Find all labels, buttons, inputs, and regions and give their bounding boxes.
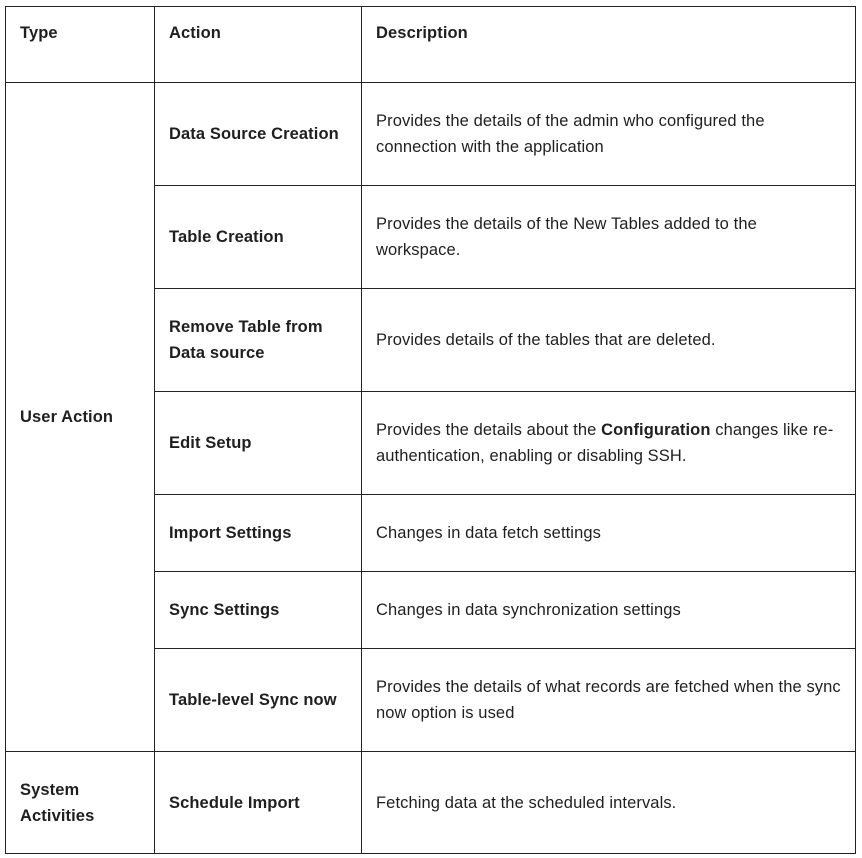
description-cell: Provides the details of the New Tables added to the workspace. bbox=[362, 186, 856, 289]
description-text: changes like re-authentication, enabling or disabling SSH. bbox=[376, 421, 834, 465]
action-cell: Schedule Import bbox=[155, 752, 362, 854]
description-cell: Changes in data synchronization settings bbox=[362, 572, 856, 649]
description-cell bbox=[362, 392, 856, 495]
action-cell: Remove Table from Data source bbox=[155, 289, 362, 392]
audit-activity-table bbox=[5, 6, 856, 854]
type-cell-system-activities: System Activities bbox=[6, 752, 155, 854]
description-cell: Provides the details of what records are fetched when the sync now option is used bbox=[362, 649, 856, 752]
header-type: Type bbox=[6, 7, 155, 83]
configuration-term: Configuration bbox=[601, 421, 711, 439]
description-cell: Fetching data at the scheduled intervals. bbox=[362, 752, 856, 854]
action-cell: Import Settings bbox=[155, 495, 362, 572]
action-cell: Edit Setup bbox=[155, 392, 362, 495]
description-text: Provides the details about the bbox=[376, 421, 602, 439]
description-cell: Provides details of the tables that are deleted. bbox=[362, 289, 856, 392]
table-row bbox=[6, 752, 856, 854]
action-cell: Sync Settings bbox=[155, 572, 362, 649]
table-header-row bbox=[6, 7, 856, 83]
action-cell: Data Source Creation bbox=[155, 83, 362, 186]
table-row bbox=[6, 83, 856, 186]
description-cell: Changes in data fetch settings bbox=[362, 495, 856, 572]
action-cell: Table Creation bbox=[155, 186, 362, 289]
header-action: Action bbox=[155, 7, 362, 83]
description-cell: Provides the details of the admin who configured the connection with the application bbox=[362, 83, 856, 186]
action-cell: Table-level Sync now bbox=[155, 649, 362, 752]
type-cell-user-action: User Action bbox=[6, 83, 155, 752]
header-description: Description bbox=[362, 7, 856, 83]
